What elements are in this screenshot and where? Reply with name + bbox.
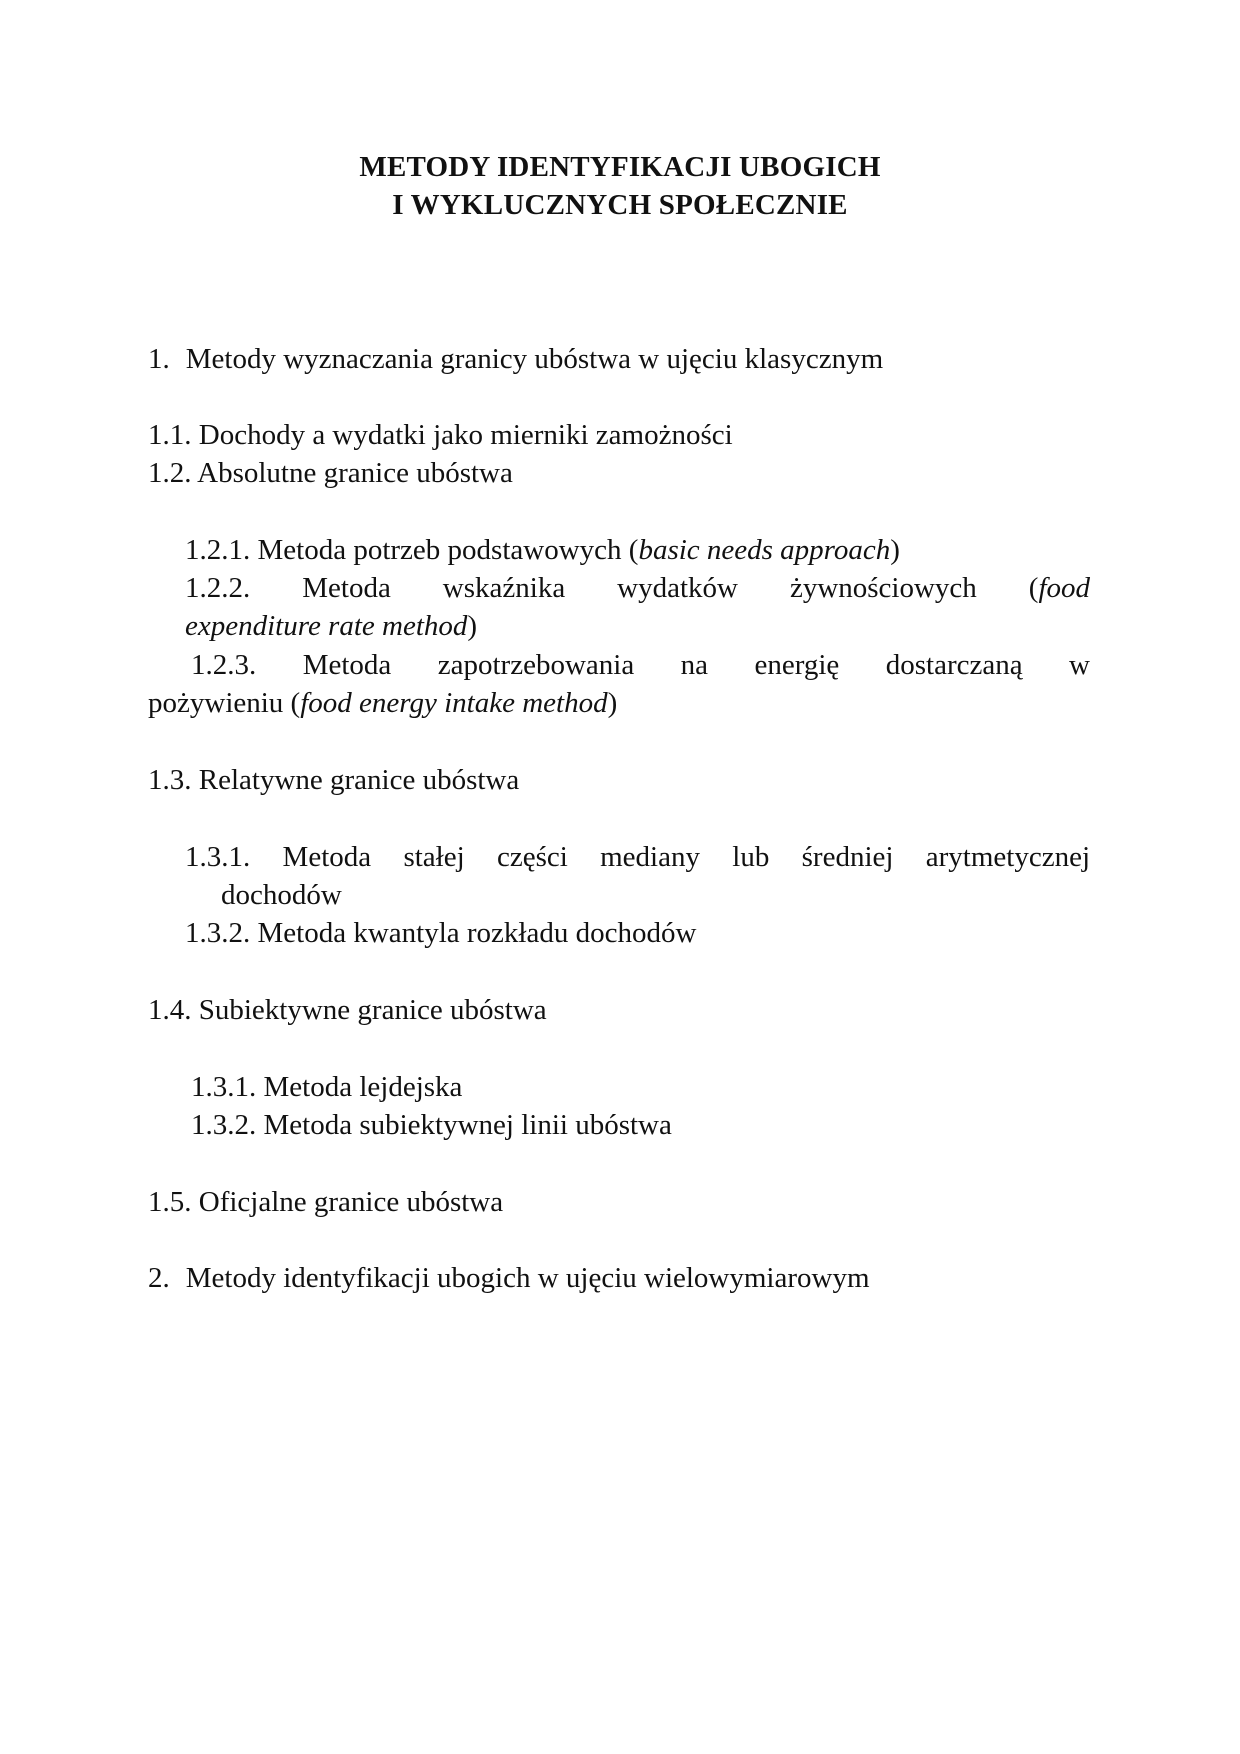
document-title-line-1: METODY IDENTYFIKACJI UBOGICH (359, 151, 881, 183)
outline-item-1-2-1-term: basic needs approach (638, 534, 891, 566)
outline-item-1-2: 1.2. Absolutne granice ubóstwa (148, 457, 513, 489)
outline-item-1 (148, 340, 883, 378)
outline-item-1-2-3-text: pożywieniu ( (148, 687, 301, 719)
outline-item-1-2-2-term-a: food (1038, 572, 1090, 604)
outline-item-1-2-2-line-1 (185, 569, 1090, 607)
outline-item-1-4-1: 1.3.1. Metoda lejdejska (191, 1071, 463, 1103)
outline-item-1-4: 1.4. Subiektywne granice ubóstwa (148, 994, 547, 1026)
outline-item-1-number: 1. (148, 343, 170, 375)
outline-item-1-2-2-text: 1.2.2. Metoda wskaźnika wydatków żywnościowych ( (185, 572, 1039, 604)
outline-item-1-3-1-line-1: 1.3.1. Metoda stałej części mediany lub średniej arytmetycznej (185, 841, 1090, 873)
outline-item-1-3-1-line-2: dochodów (221, 879, 342, 911)
outline-item-1-2-2-line-2 (185, 607, 477, 645)
document-title-line-2: I WYKLUCZNYCH SPOŁECZNIE (392, 189, 848, 221)
outline-item-1-2-1-text: 1.2.1. Metoda potrzeb podstawowych ( (185, 534, 639, 566)
outline-item-1-2-2-close: ) (467, 610, 478, 642)
outline-item-1-5: 1.5. Oficjalne granice ubóstwa (148, 1186, 504, 1218)
outline-item-1-2-3-line-1: 1.2.3. Metoda zapotrzebowania na energię dostarczaną w (191, 649, 1090, 681)
outline-item-1-2-3-close: ) (607, 687, 618, 719)
outline-item-2-text: Metody identyfikacji ubogich w ujęciu wielowymiarowym (185, 1262, 870, 1294)
outline-item-1-3-2: 1.3.2. Metoda kwantyla rozkładu dochodów (185, 917, 697, 949)
outline-item-2-number: 2. (148, 1262, 170, 1294)
outline-item-1-2-3-term: food energy intake method (300, 687, 608, 719)
outline-item-1-4-2: 1.3.2. Metoda subiektywnej linii ubóstwa (191, 1109, 672, 1141)
outline-item-1-1: 1.1. Dochody a wydatki jako mierniki zamożności (148, 419, 733, 451)
outline-item-1-2-1-close: ) (890, 534, 900, 566)
outline-item-2 (148, 1259, 870, 1297)
outline-item-1-text: Metody wyznaczania granicy ubóstwa w ujęciu klasycznym (185, 343, 884, 375)
outline-item-1-2-1 (185, 531, 900, 569)
outline-item-1-2-2-term-b: expenditure rate method (185, 610, 468, 642)
outline-item-1-3: 1.3. Relatywne granice ubóstwa (148, 764, 520, 796)
outline-item-1-2-3-line-2 (148, 684, 617, 722)
